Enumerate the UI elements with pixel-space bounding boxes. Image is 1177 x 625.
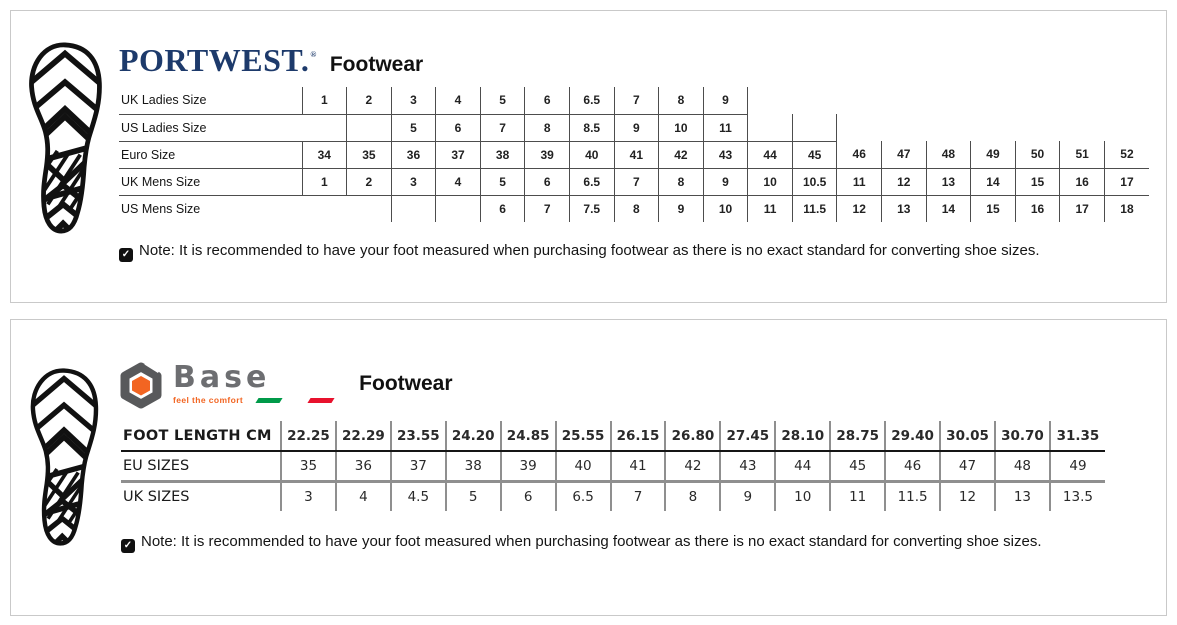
base-header bbox=[117, 362, 453, 410]
size-cell: 3 bbox=[281, 481, 336, 511]
size-cell: 11 bbox=[703, 114, 748, 141]
size-cell: 7 bbox=[611, 481, 666, 511]
size-cell: 2 bbox=[347, 87, 392, 114]
size-cell: 37 bbox=[436, 141, 481, 168]
size-cell: 5 bbox=[480, 168, 525, 195]
size-cell: 50 bbox=[1015, 141, 1060, 168]
italian-flag-green-bar bbox=[256, 398, 283, 403]
size-cell: 2 bbox=[347, 168, 392, 195]
size-cell: 26.80 bbox=[665, 421, 720, 451]
size-cell: 7 bbox=[614, 87, 659, 114]
size-cell: 1 bbox=[302, 87, 347, 114]
size-cell: 28.10 bbox=[775, 421, 830, 451]
size-cell: 23.55 bbox=[391, 421, 446, 451]
size-cell: 51 bbox=[1060, 141, 1105, 168]
size-cell: 4 bbox=[336, 481, 391, 511]
size-cell: 47 bbox=[882, 141, 927, 168]
size-cell: 9 bbox=[614, 114, 659, 141]
base-tagline: feel the comfort bbox=[173, 395, 244, 405]
size-cell: 7 bbox=[480, 114, 525, 141]
size-cell: 16 bbox=[1015, 195, 1060, 222]
table-row bbox=[119, 114, 1149, 141]
size-cell: 5 bbox=[446, 481, 501, 511]
base-size-chart-panel bbox=[10, 319, 1167, 616]
empty-region bbox=[926, 114, 971, 141]
size-cell: 7 bbox=[525, 195, 570, 222]
size-cell: 8 bbox=[614, 195, 659, 222]
empty-region bbox=[837, 87, 882, 114]
empty-region bbox=[971, 87, 1016, 114]
empty-region bbox=[792, 87, 837, 114]
table-row bbox=[121, 451, 1105, 481]
size-cell: 47 bbox=[940, 451, 995, 481]
size-cell: 6.5 bbox=[569, 87, 614, 114]
size-cell: 18 bbox=[1104, 195, 1149, 222]
empty-region bbox=[837, 114, 882, 141]
size-cell: 28.75 bbox=[830, 421, 885, 451]
checkbox-check-icon: ✓ bbox=[121, 539, 135, 553]
size-cell: 44 bbox=[775, 451, 830, 481]
row-label: Euro Size bbox=[119, 141, 302, 168]
size-cell: 17 bbox=[1060, 195, 1105, 222]
size-cell: 36 bbox=[391, 141, 436, 168]
size-cell: 49 bbox=[1050, 451, 1105, 481]
size-cell: 13 bbox=[995, 481, 1050, 511]
empty-cell bbox=[748, 114, 793, 141]
size-cell: 15 bbox=[1015, 168, 1060, 195]
size-cell: 44 bbox=[748, 141, 793, 168]
size-cell: 10 bbox=[748, 168, 793, 195]
note bbox=[121, 533, 1041, 553]
checkbox-check-icon: ✓ bbox=[119, 248, 133, 262]
size-cell: 39 bbox=[525, 141, 570, 168]
size-cell: 13.5 bbox=[1050, 481, 1105, 511]
table-row bbox=[119, 195, 1149, 222]
size-cell: 34 bbox=[302, 141, 347, 168]
size-cell: 11 bbox=[837, 168, 882, 195]
size-cell: 39 bbox=[501, 451, 556, 481]
size-cell: 40 bbox=[556, 451, 611, 481]
size-cell: 43 bbox=[720, 451, 775, 481]
size-cell: 8.5 bbox=[569, 114, 614, 141]
table-row bbox=[119, 168, 1149, 195]
empty-region bbox=[1015, 87, 1060, 114]
portwest-header bbox=[119, 42, 423, 79]
size-cell: 15 bbox=[971, 195, 1016, 222]
size-cell: 7 bbox=[614, 168, 659, 195]
size-cell: 24.85 bbox=[501, 421, 556, 451]
size-cell: 43 bbox=[703, 141, 748, 168]
size-cell: 38 bbox=[446, 451, 501, 481]
empty-cell bbox=[792, 114, 837, 141]
size-cell: 29.40 bbox=[885, 421, 940, 451]
table-row bbox=[121, 481, 1105, 511]
note-text: Note: It is recommended to have your foot measured when purchasing footwear as there is no exact standard for converting shoe sizes. bbox=[139, 242, 1040, 259]
size-cell: 49 bbox=[971, 141, 1016, 168]
size-cell: 48 bbox=[995, 451, 1050, 481]
size-cell: 13 bbox=[926, 168, 971, 195]
size-cell: 13 bbox=[882, 195, 927, 222]
base-wordmark bbox=[173, 362, 333, 405]
portwest-logo-text: PORTWEST. bbox=[119, 42, 310, 78]
size-cell: 10.5 bbox=[792, 168, 837, 195]
size-cell: 12 bbox=[940, 481, 995, 511]
empty-cell bbox=[436, 195, 481, 222]
base-logo-text: Base bbox=[173, 360, 271, 395]
note bbox=[119, 242, 1039, 262]
empty-region bbox=[1104, 87, 1149, 114]
row-label: EU SIZES bbox=[121, 451, 281, 481]
size-cell: 27.45 bbox=[720, 421, 775, 451]
size-cell: 36 bbox=[336, 451, 391, 481]
size-cell: 40 bbox=[569, 141, 614, 168]
size-cell: 8 bbox=[525, 114, 570, 141]
table-row bbox=[119, 141, 1149, 168]
empty-region bbox=[1060, 114, 1105, 141]
empty-region bbox=[1015, 114, 1060, 141]
size-cell: 6 bbox=[525, 87, 570, 114]
size-cell: 7.5 bbox=[569, 195, 614, 222]
size-cell: 41 bbox=[611, 451, 666, 481]
row-label: UK Ladies Size bbox=[119, 87, 302, 114]
portwest-size-table bbox=[119, 87, 1149, 222]
empty-region bbox=[882, 87, 927, 114]
size-cell: 3 bbox=[391, 87, 436, 114]
empty-region bbox=[882, 114, 927, 141]
size-cell: 26.15 bbox=[611, 421, 666, 451]
base-tagline-row bbox=[173, 395, 333, 405]
size-cell: 14 bbox=[971, 168, 1016, 195]
size-cell: 10 bbox=[659, 114, 704, 141]
size-cell: 6.5 bbox=[556, 481, 611, 511]
size-cell: 45 bbox=[830, 451, 885, 481]
portwest-logo bbox=[119, 42, 317, 79]
size-cell: 41 bbox=[614, 141, 659, 168]
empty-region bbox=[1104, 114, 1149, 141]
row-label: US Ladies Size bbox=[119, 114, 347, 141]
size-cell: 5 bbox=[480, 87, 525, 114]
size-cell: 17 bbox=[1104, 168, 1149, 195]
size-cell: 4 bbox=[436, 87, 481, 114]
size-cell: 12 bbox=[837, 195, 882, 222]
size-cell: 9 bbox=[703, 168, 748, 195]
size-cell: 24.20 bbox=[446, 421, 501, 451]
size-cell: 52 bbox=[1104, 141, 1149, 168]
size-cell: 6 bbox=[525, 168, 570, 195]
row-label: UK SIZES bbox=[123, 488, 190, 505]
portwest-size-chart-panel bbox=[10, 10, 1167, 303]
shoe-sole-icon bbox=[23, 37, 107, 239]
size-cell: 6 bbox=[501, 481, 556, 511]
size-cell: 35 bbox=[347, 141, 392, 168]
size-cell: 37 bbox=[391, 451, 446, 481]
size-cell: 22.29 bbox=[336, 421, 391, 451]
size-cell: 11 bbox=[748, 195, 793, 222]
size-cell: 30.70 bbox=[995, 421, 1050, 451]
size-cell: 8 bbox=[659, 168, 704, 195]
size-cell: 10 bbox=[775, 481, 830, 511]
empty-region bbox=[748, 87, 793, 114]
size-cell: 42 bbox=[659, 141, 704, 168]
section-title: Footwear bbox=[359, 372, 453, 395]
size-cell: 12 bbox=[882, 168, 927, 195]
size-cell: 9 bbox=[659, 195, 704, 222]
size-cell: 31.35 bbox=[1050, 421, 1105, 451]
size-cell: 46 bbox=[837, 141, 882, 168]
size-cell: 35 bbox=[281, 451, 336, 481]
size-cell: 42 bbox=[665, 451, 720, 481]
empty-cell bbox=[347, 114, 392, 141]
row-label: FOOT LENGTH CM bbox=[121, 421, 281, 451]
table-row bbox=[121, 421, 1105, 451]
size-cell: 30.05 bbox=[940, 421, 995, 451]
empty-region bbox=[1060, 87, 1105, 114]
row-label: US Mens Size bbox=[121, 201, 201, 216]
size-cell: 48 bbox=[926, 141, 971, 168]
size-cell: 1 bbox=[302, 168, 347, 195]
section-title: Footwear bbox=[329, 53, 424, 76]
size-cell: 10 bbox=[703, 195, 748, 222]
size-cell: 11.5 bbox=[885, 481, 940, 511]
size-cell: 46 bbox=[885, 451, 940, 481]
shoe-sole-icon bbox=[25, 360, 103, 554]
size-cell: 6 bbox=[436, 114, 481, 141]
size-cell: 9 bbox=[720, 481, 775, 511]
empty-region bbox=[926, 87, 971, 114]
size-cell: 8 bbox=[659, 87, 704, 114]
size-cell: 5 bbox=[391, 114, 436, 141]
size-cell: 3 bbox=[391, 168, 436, 195]
empty-region bbox=[971, 114, 1016, 141]
size-cell: 8 bbox=[665, 481, 720, 511]
size-cell: 22.25 bbox=[281, 421, 336, 451]
size-cell: 9 bbox=[703, 87, 748, 114]
size-cell: 16 bbox=[1060, 168, 1105, 195]
size-cell: 6 bbox=[480, 195, 525, 222]
size-cell: 14 bbox=[926, 195, 971, 222]
size-cell: 11.5 bbox=[792, 195, 837, 222]
italian-flag-red-bar bbox=[308, 398, 335, 403]
size-cell: 11 bbox=[830, 481, 885, 511]
size-cell: 25.55 bbox=[556, 421, 611, 451]
empty-cell bbox=[391, 195, 436, 222]
size-cell: 4.5 bbox=[391, 481, 446, 511]
table-row bbox=[119, 87, 1149, 114]
size-cell: 4 bbox=[436, 168, 481, 195]
size-cell: 38 bbox=[480, 141, 525, 168]
base-nut-icon bbox=[117, 362, 165, 410]
size-cell: 45 bbox=[792, 141, 837, 168]
registered-mark: ® bbox=[310, 50, 317, 59]
base-size-table bbox=[121, 421, 1105, 511]
row-label: UK Mens Size bbox=[119, 168, 302, 195]
note-text: Note: It is recommended to have your foot measured when purchasing footwear as there is no exact standard for converting shoe sizes. bbox=[141, 533, 1042, 550]
size-cell: 6.5 bbox=[569, 168, 614, 195]
